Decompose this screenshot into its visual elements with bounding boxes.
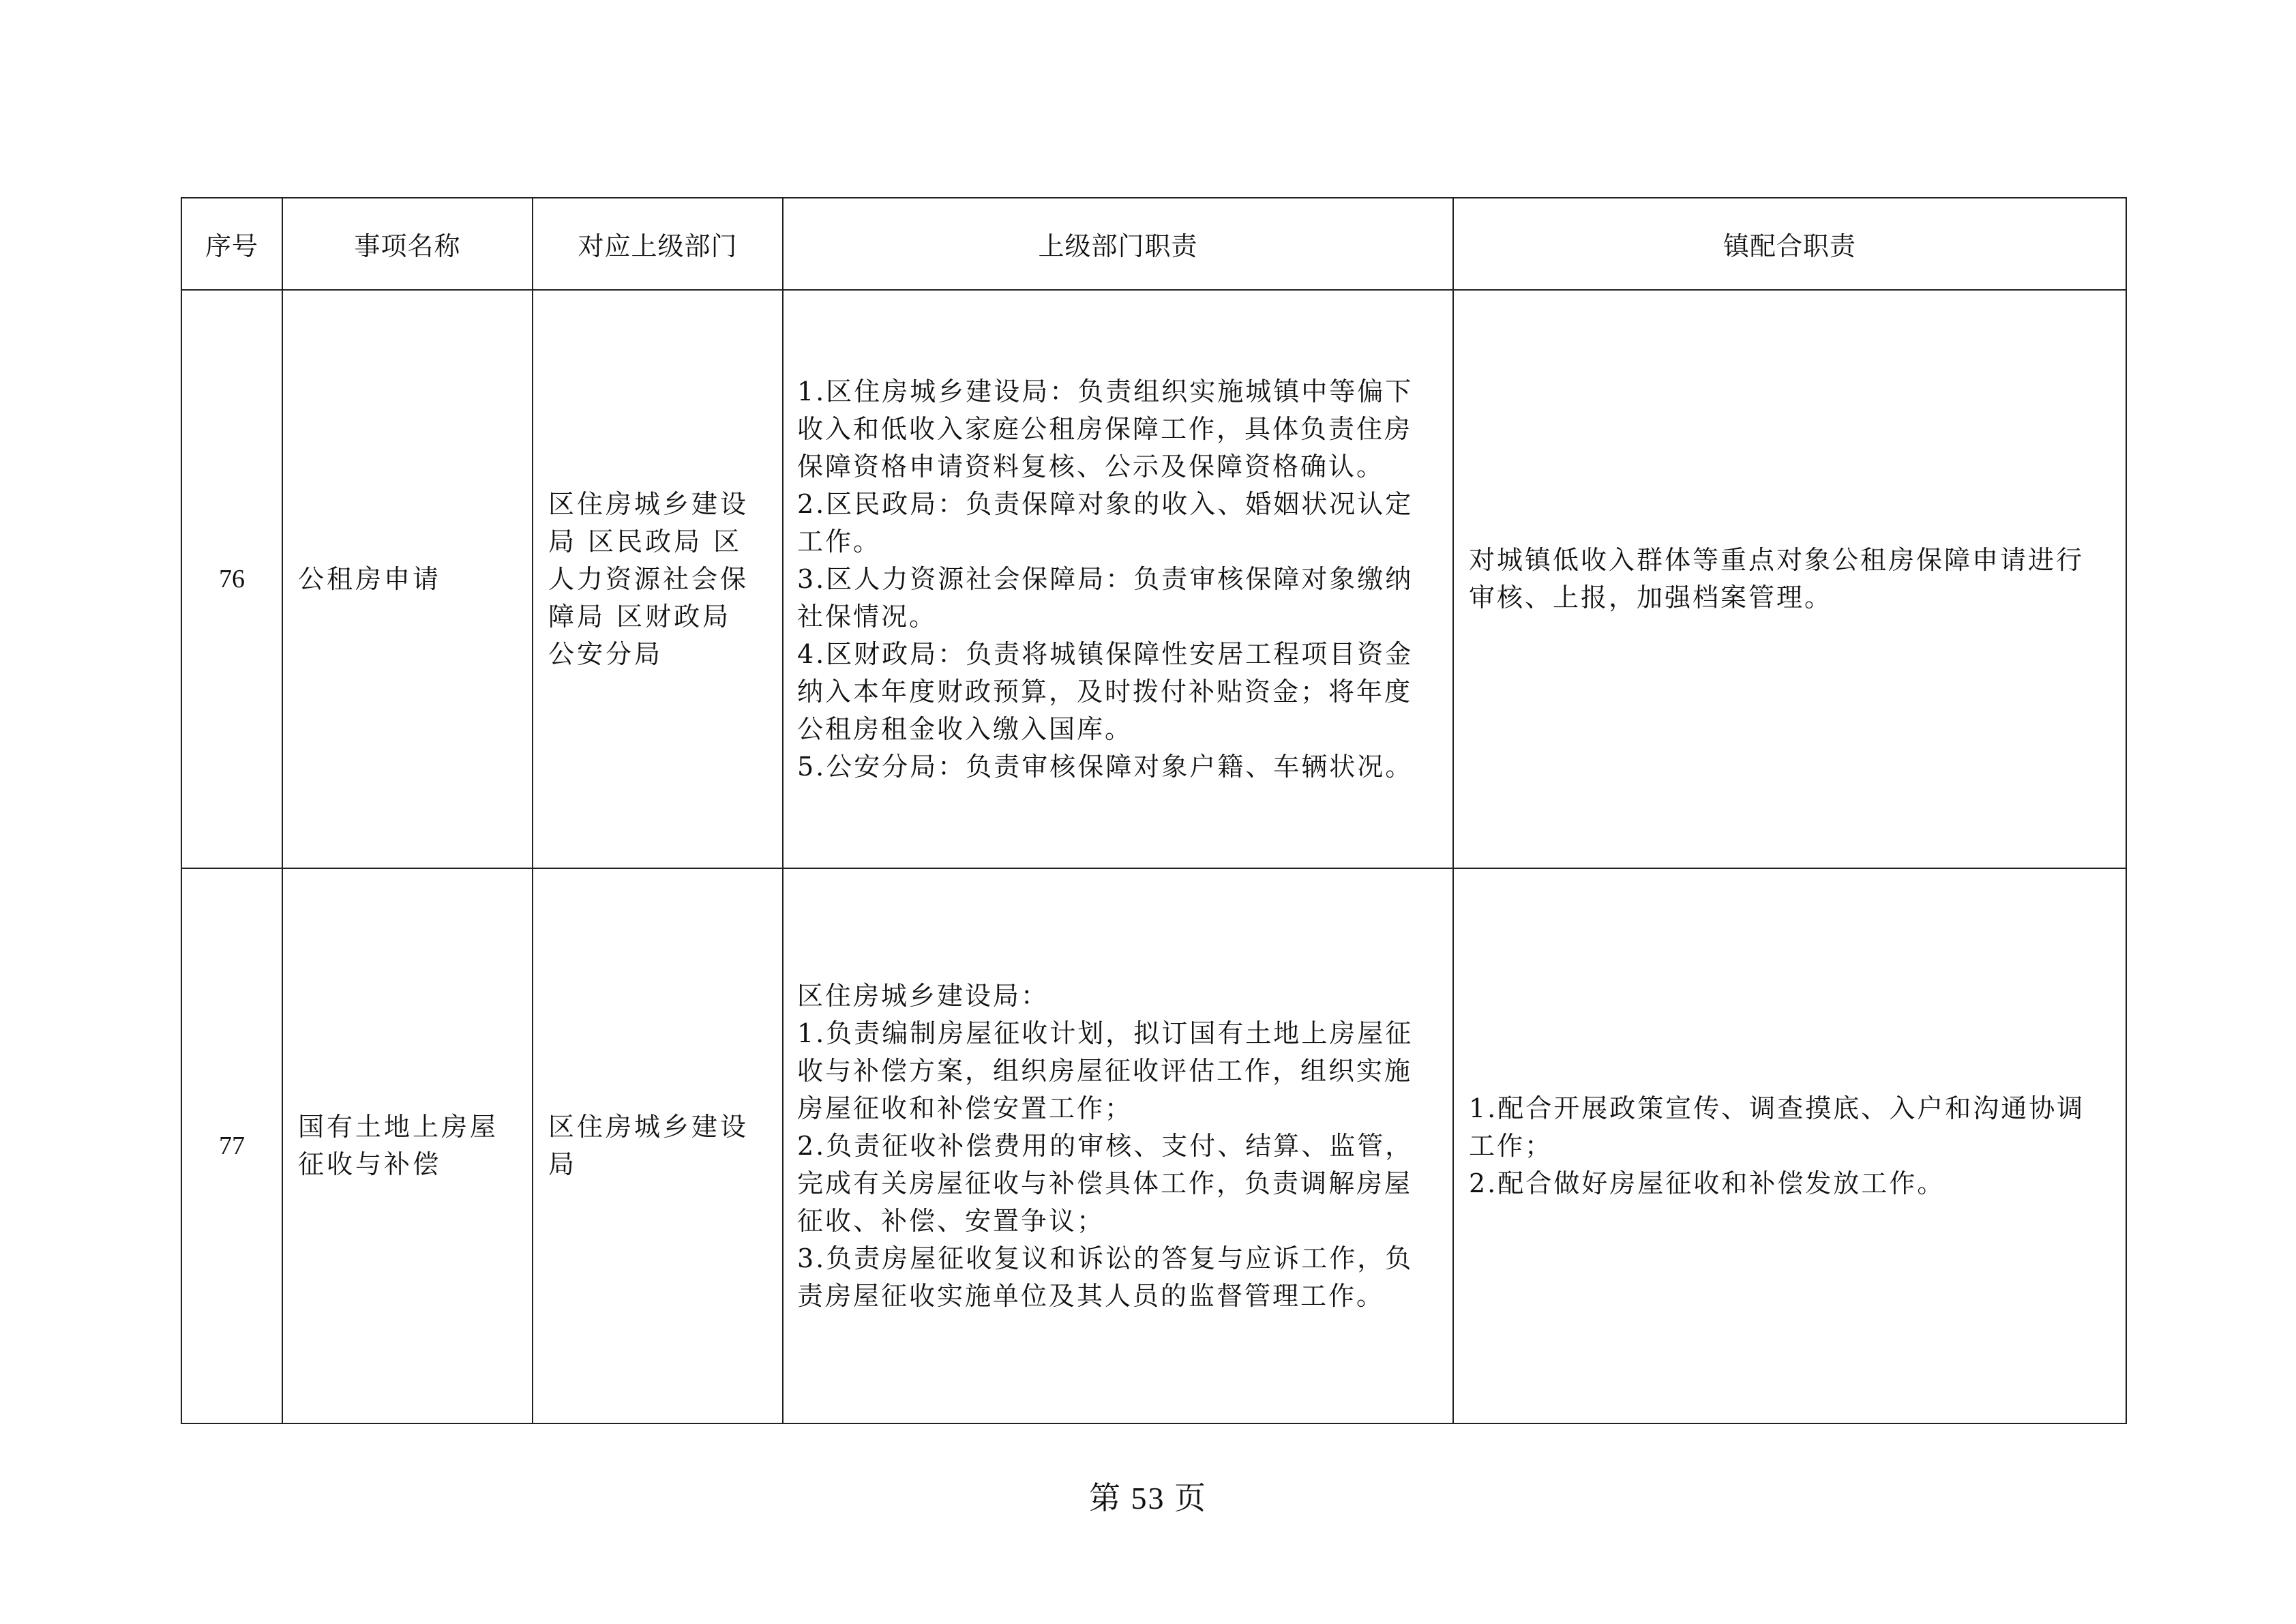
duty-line: 1.负责编制房屋征收计划，拟订国有土地上房屋征	[797, 1018, 1414, 1048]
duty-line: 收入和低收入家庭公租房保障工作，具体负责住房	[797, 413, 1413, 444]
header-town-duty: 镇配合职责	[1453, 198, 2126, 290]
header-superior-dept: 对应上级部门	[533, 198, 783, 290]
item-name	[282, 868, 533, 1423]
duty-line: 1.区住房城乡建设局：负责组织实施城镇中等偏下	[797, 376, 1414, 407]
duty-line: 2.区民政局：负责保障对象的收入、婚姻状况认定	[797, 488, 1414, 519]
town-duty-line: 对城镇低收入群体等重点对象公租房保障申请进行	[1469, 545, 2085, 575]
duty-line: 4.区财政局：负责将城镇保障性安居工程项目资金	[797, 638, 1414, 669]
duty-line: 责房屋征收实施单位及其人员的监督管理工作。	[797, 1280, 1385, 1311]
row-number: 76	[181, 290, 282, 868]
duty-line: 区住房城乡建设局：	[797, 980, 1049, 1011]
duty-line: 5.公安分局：负责审核保障对象户籍、车辆状况。	[797, 751, 1414, 782]
duty-line: 2.负责征收补偿费用的审核、支付、结算、监管，	[797, 1130, 1414, 1161]
superior-dept	[533, 290, 783, 868]
duty-line: 完成有关房屋征收与补偿具体工作，负责调解房屋	[797, 1168, 1413, 1198]
duty-line: 公租房租金收入缴入国库。	[797, 713, 1133, 744]
header-superior-duty: 上级部门职责	[783, 198, 1453, 290]
town-duty-line: 1.配合开展政策宣传、调查摸底、入户和沟通协调	[1469, 1093, 2085, 1123]
duty-line: 收与补偿方案，组织房屋征收评估工作，组织实施	[797, 1055, 1413, 1086]
dept-line: 局 区民政局 区	[548, 526, 743, 557]
town-duty-line: 2.配合做好房屋征收和补偿发放工作。	[1469, 1168, 1945, 1198]
row-number: 77	[181, 868, 282, 1423]
header-row	[181, 198, 2126, 290]
dept-line: 区住房城乡建设	[548, 488, 749, 519]
dept-line: 公安分局	[548, 638, 664, 669]
dept-line: 人力资源社会保	[548, 563, 749, 594]
superior-duty	[783, 290, 1453, 868]
dept-line: 障局 区财政局	[548, 601, 732, 632]
header-no: 序号	[181, 198, 282, 290]
item-name-line: 公租房申请	[298, 563, 442, 594]
dept-line: 区住房城乡建设	[548, 1112, 749, 1142]
town-duty	[1453, 290, 2126, 868]
town-duty	[1453, 868, 2126, 1423]
dept-line: 局	[548, 1149, 578, 1179]
duty-line: 房屋征收和补偿安置工作；	[797, 1093, 1133, 1123]
table-row	[181, 290, 2126, 868]
duty-line: 纳入本年度财政预算，及时拨付补贴资金；将年度	[797, 676, 1413, 707]
town-duty-line: 审核、上报，加强档案管理。	[1469, 582, 1833, 612]
item-name-line: 国有土地上房屋	[298, 1112, 499, 1142]
superior-duty	[783, 868, 1453, 1423]
header-item-name: 事项名称	[282, 198, 533, 290]
duty-line: 保障资格申请资料复核、公示及保障资格确认。	[797, 451, 1385, 482]
town-duty-line: 工作；	[1469, 1130, 1553, 1161]
duty-line: 工作。	[797, 526, 882, 557]
duty-line: 社保情况。	[797, 601, 938, 632]
duty-line: 3.区人力资源社会保障局：负责审核保障对象缴纳	[797, 563, 1414, 594]
duty-line: 征收、补偿、安置争议；	[797, 1205, 1105, 1236]
duty-line: 3.负责房屋征收复议和诉讼的答复与应诉工作，负	[797, 1243, 1414, 1273]
superior-dept	[533, 868, 783, 1423]
duty-table	[181, 197, 2127, 1424]
item-name-line: 征收与补偿	[298, 1149, 442, 1179]
table-row	[181, 868, 2126, 1423]
item-name	[282, 290, 533, 868]
page-number: 第 53 页	[1089, 1481, 1207, 1516]
